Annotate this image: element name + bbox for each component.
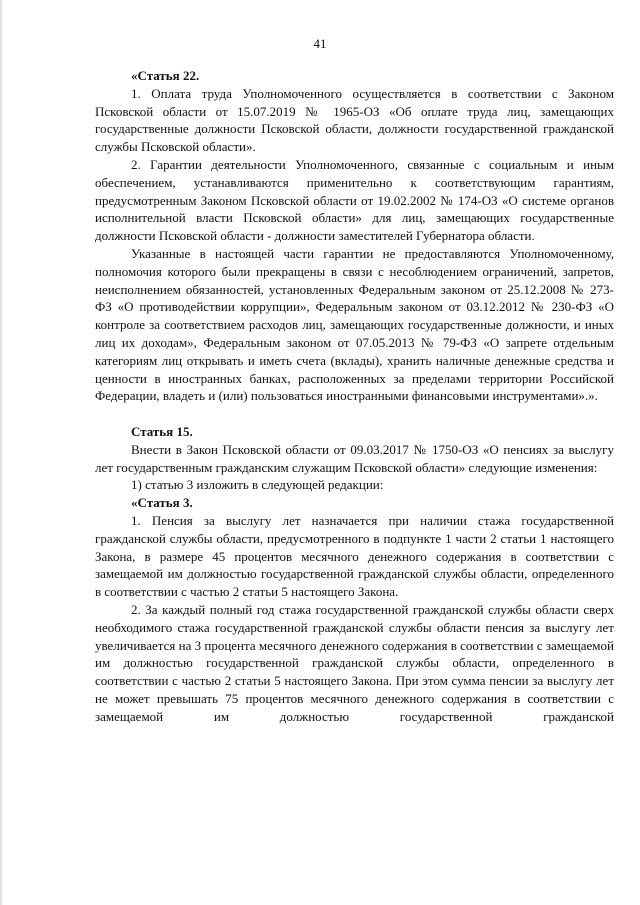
article-22-paragraph-1: 1. Оплата труда Уполномоченного осуществляется в соответствии с Законом Псковской области от 15.07.2019 № 1965-ОЗ «Об оплате труда лиц, замещающих государственные должности Псковской области, должности государственной гражданской службы Псковской области».: [95, 85, 614, 155]
article-15-intro: Внести в Закон Псковской области от 09.03.2017 № 1750-ОЗ «О пенсиях за выслугу лет государственным гражданским служащим Псковской области» следующие изменения:: [95, 441, 614, 475]
article-3-paragraph-2: 2. За каждый полный год стажа государственной гражданской службы области сверх необходимого стажа государственной гражданской службы области пенсия за выслугу лет увеличивается на 3 процента месячного денежного содержания в соответствии с замещаемой им должностью государственной гражданской службы области, определенного в соответствии с частью 2 статьи 5 настоящего Закона. При этом сумма пенсии за выслугу лет не может превышать 75 процентов месячного денежного содержания в соответствии с замещаемой им должностью государственной гражданской: [95, 601, 614, 724]
article-15-heading: Статья 15.: [131, 423, 193, 439]
page-number: 41: [313, 36, 327, 51]
article-22-heading: «Статья 22.: [131, 68, 200, 83]
document-body: [95, 67, 614, 725]
article-22-paragraph-2: 2. Гарантии деятельности Уполномоченного, связанные с социальным и иным обеспечением, устанавливаются применительно к соответствующим гарантиям, предусмотренным Законом Псковской области от 19.02.2002 № 174-ОЗ «О системе органов исполнительной власти Псковской области» для лиц, замещающих государственные должности Псковской области - должности заместителей Губернатора области.: [95, 156, 614, 244]
article-22-paragraph-3: Указанные в настоящей части гарантии не предоставляются Уполномоченному, полномочия которого были прекращены в связи с несоблюдением ограничений, запретов, неисполнением обязанностей, установленных Федеральным законом от 25.12.2008 № 273-ФЗ «О противодействии коррупции», Федеральным законом от 03.12.2012 № 230-ФЗ «О контроле за соответствием расходов лиц, замещающих государственные должности, и иных лиц их доходам», Федеральным законом от 07.05.2013 № 79-ФЗ «О запрете отдельным категориям лиц открывать и иметь счета (вклады), хранить наличные денежные средства и ценности в иностранных банках, расположенных за пределами территории Российской Федерации, владеть и (или) пользоваться иностранными финансовыми инструментами».».: [95, 245, 614, 404]
article-15-item-1: 1) статью 3 изложить в следующей редакции:: [131, 477, 384, 493]
article-3-paragraph-1: 1. Пенсия за выслугу лет назначается при наличии стажа государственной гражданской службы области, предусмотренного в подпункте 1 части 2 статьи 1 настоящего Закона, в размере 45 процентов месячного денежного содержания в соответствии с замещаемой им должностью государственной гражданской службы области, определенного в соответствии с частью 2 статьи 5 настоящего Закона.: [95, 512, 614, 600]
article-3-heading: «Статья 3.: [131, 495, 193, 511]
scan-edge-shadow: [0, 0, 4, 905]
